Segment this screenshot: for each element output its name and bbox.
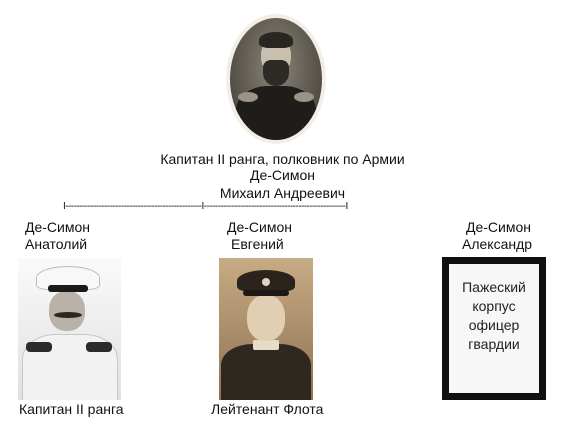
son2-surname: Де-Симон <box>227 219 293 235</box>
son2-caption: Лейтенант Флота <box>211 401 324 417</box>
son3-photo-placeholder <box>442 257 546 400</box>
son1-name: Анатолий <box>25 236 88 252</box>
father-portrait <box>226 14 326 144</box>
cap-brim <box>243 290 289 296</box>
son2-name: Евгений <box>231 236 284 252</box>
son1-photo <box>18 258 121 400</box>
son3-name: Александр <box>462 236 533 252</box>
placeholder-line: гвардии <box>468 336 520 352</box>
placeholder-line: Пажеский <box>462 279 526 295</box>
cap-badge <box>262 278 270 286</box>
epaulet-left <box>238 92 258 102</box>
beard <box>263 60 289 86</box>
cap-brim <box>48 285 88 292</box>
moustache <box>54 312 82 318</box>
son1-surname: Де-Симон <box>25 219 91 235</box>
epaulet-right <box>86 342 112 352</box>
son2-photo <box>219 258 313 400</box>
placeholder-line: офицер <box>468 317 520 333</box>
face <box>49 291 85 331</box>
uniform <box>221 344 311 400</box>
collar <box>253 340 279 350</box>
hair <box>259 32 293 48</box>
placeholder-line: корпус <box>472 298 516 314</box>
son3-surname: Де-Симон <box>466 219 532 235</box>
father-surname: Де-Симон <box>249 167 315 183</box>
father-name: Михаил Андреевич <box>219 185 346 201</box>
face <box>247 295 285 341</box>
epaulet-left <box>26 342 52 352</box>
son1-caption: Капитан II ранга <box>19 401 124 417</box>
epaulet-right <box>294 92 314 102</box>
family-connector: I-------------------------------------------------I---------------------------------------------------I <box>63 201 348 212</box>
father-rank: Капитан II ранга, полковник по Армии <box>160 151 405 167</box>
father-photo <box>230 18 322 140</box>
